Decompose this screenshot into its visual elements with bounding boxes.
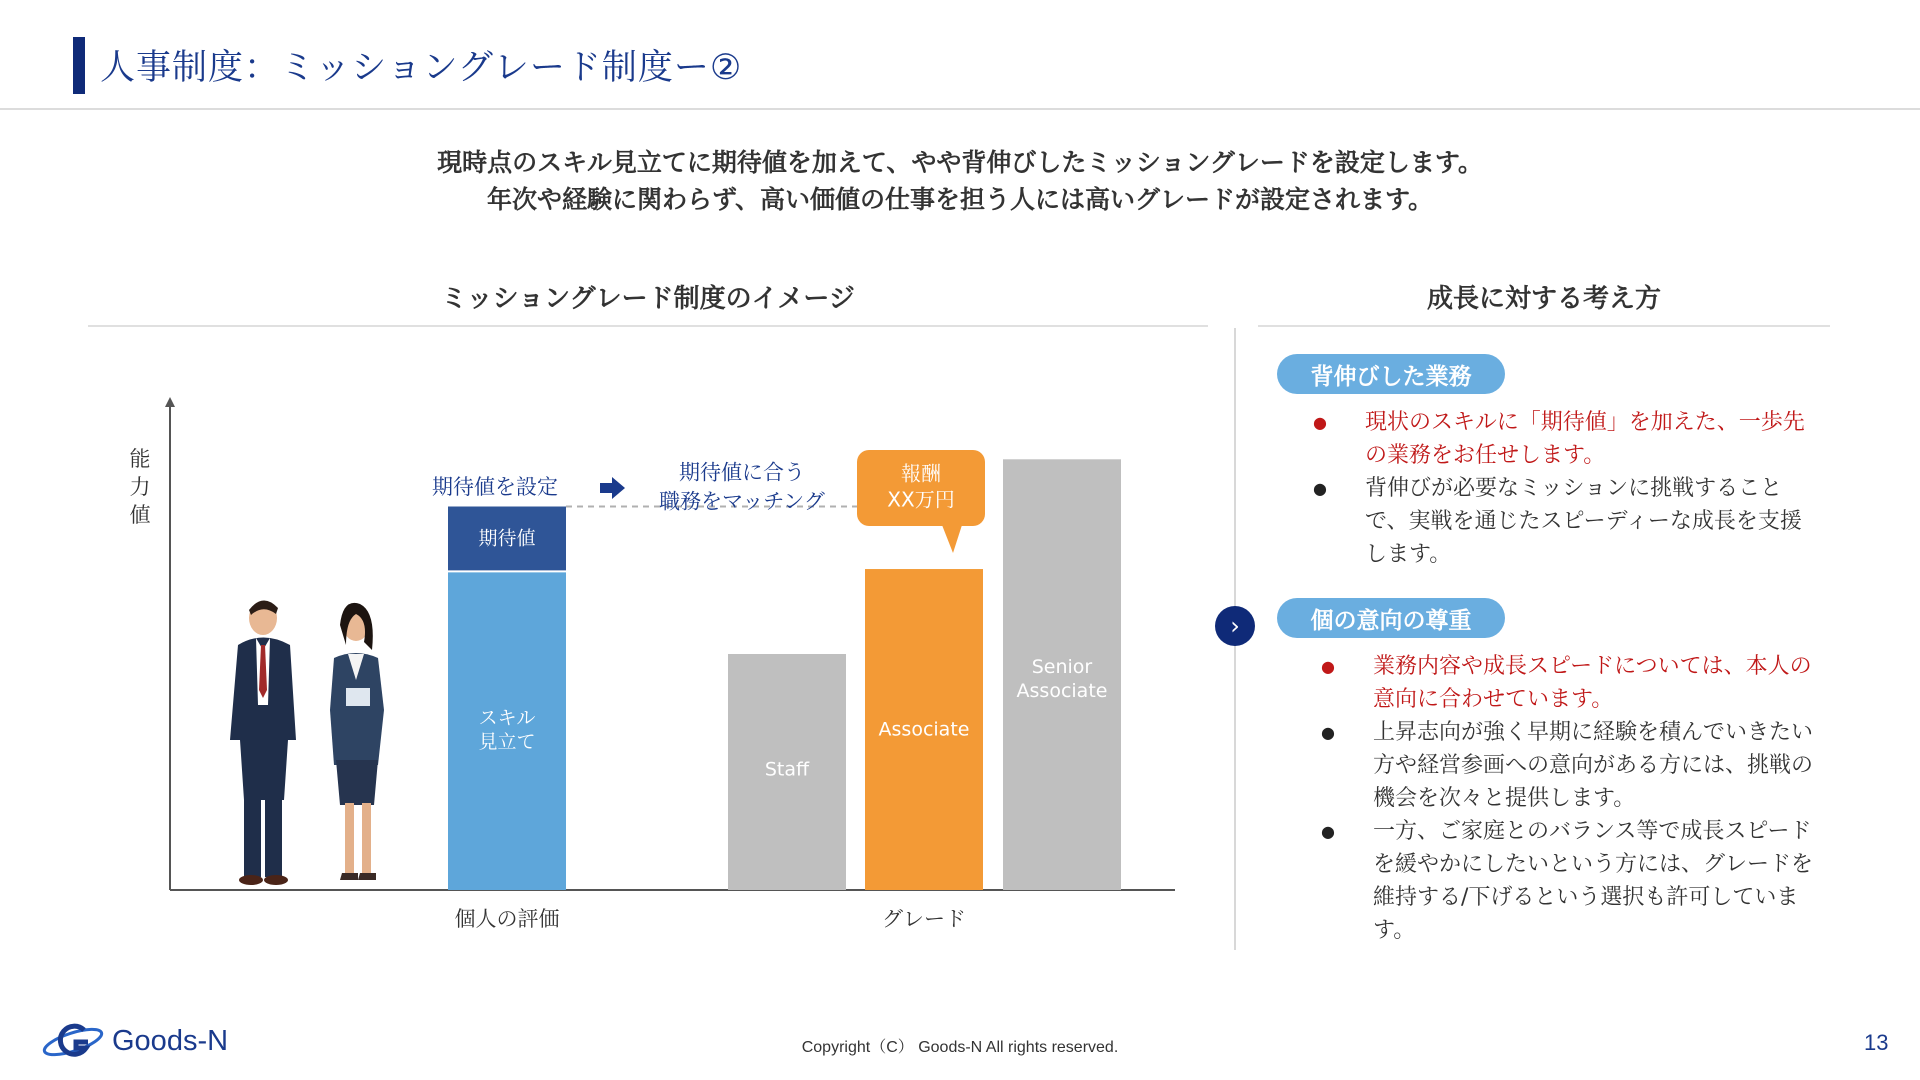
chevron-right-icon: › [1230, 612, 1240, 640]
business-people-illustration [218, 590, 408, 885]
right-section-title: 成長に対する考え方 [1426, 284, 1661, 314]
left-section-divider [88, 325, 1208, 327]
right-section-divider [1258, 325, 1830, 327]
arrow-right-icon [600, 477, 625, 499]
respect-intent-label: 個の意向の尊重 [1277, 598, 1505, 638]
page-number: 13 [1864, 1030, 1889, 1055]
group-label-individual: 個人の評価 [454, 907, 560, 931]
header-divider [0, 108, 1920, 110]
grade-bar-label: Senior [1031, 655, 1093, 678]
stretch-work-item-text: 現状のスキルに「期待値」を加えた、一歩先の業務をお任せします。 [1365, 410, 1805, 468]
logo-text: Goods-N [112, 1024, 229, 1057]
reward-bubble-pointer [942, 525, 962, 553]
copyright: Copyright（C） Goods-N All rights reserved. [801, 1039, 1119, 1056]
businesswoman-figure [330, 603, 384, 880]
respect-intent-list [1321, 650, 1823, 947]
annotation-set-expectation: 期待値を設定 [432, 475, 558, 499]
y-axis-label: 能 [129, 447, 151, 471]
next-arrow-button[interactable] [1215, 606, 1255, 646]
y-axis-label: 力 [129, 475, 151, 499]
bullet-icon: ● [1321, 657, 1335, 676]
bullet-icon: ● [1313, 479, 1327, 498]
respect-intent-item [1321, 650, 1823, 716]
group-label-grade: グレード [882, 907, 966, 931]
respect-intent-item [1321, 716, 1823, 815]
respect-intent-item [1321, 815, 1823, 947]
stretch-work-label: 背伸びした業務 [1277, 354, 1505, 394]
lead-line-2: 年次や経験に関わらず、高い価値の仕事を担う人には高いグレードが設定されます。 [486, 185, 1433, 214]
respect-intent-item-text: 上昇志向が強く早期に経験を積んでいきたい方や経営参画への意向がある方には、挑戦の機会を次々と提供します。 [1373, 720, 1814, 811]
left-section-title: ミッショングレード制度のイメージ [441, 284, 855, 314]
respect-intent-item-text: 業務内容や成長スピードについては、本人の意向に合わせています。 [1373, 654, 1812, 712]
annotation-match: 期待値に合う [679, 460, 805, 485]
stretch-work-item [1313, 472, 1815, 571]
title-accent-bar [73, 37, 85, 94]
reward-bubble-text: XX万円 [887, 487, 955, 512]
bullet-icon: ● [1321, 822, 1335, 841]
grade-bar-label: Staff [764, 758, 810, 781]
lead-line-1: 現時点のスキル見立てに期待値を加えて、やや背伸びしたミッショングレードを設定します。 [437, 148, 1483, 177]
skill-bar-label: 見立て [478, 731, 536, 754]
y-axis-arrow-icon [165, 397, 175, 407]
businessman-figure [230, 600, 296, 885]
reward-bubble-text: 報酬 [901, 461, 941, 486]
stretch-work-list [1313, 406, 1815, 571]
respect-intent-item-text: 一方、ご家庭とのバランス等で成長スピードを緩やかにしたいという方には、グレードを維持する/下げるという選択も許可しています。 [1373, 819, 1814, 943]
skill-bar-label: スキル [478, 707, 536, 730]
bullet-icon: ● [1321, 723, 1335, 742]
bullet-icon: ● [1313, 413, 1327, 432]
grade-bar-label: Associate [878, 718, 970, 741]
page-title: 人事制度：ミッショングレード制度ー② [100, 48, 743, 88]
annotation-match: 職務をマッチング [659, 489, 825, 514]
expectation-bar-label: 期待値 [478, 527, 536, 550]
grade-bar-label: Associate [1016, 679, 1108, 702]
stretch-work-item-text: 背伸びが必要なミッションに挑戦することで、実戦を通じたスピーディーな成長を支援します。 [1365, 476, 1802, 567]
stretch-work-item [1313, 406, 1815, 472]
y-axis-label: 値 [129, 503, 151, 527]
